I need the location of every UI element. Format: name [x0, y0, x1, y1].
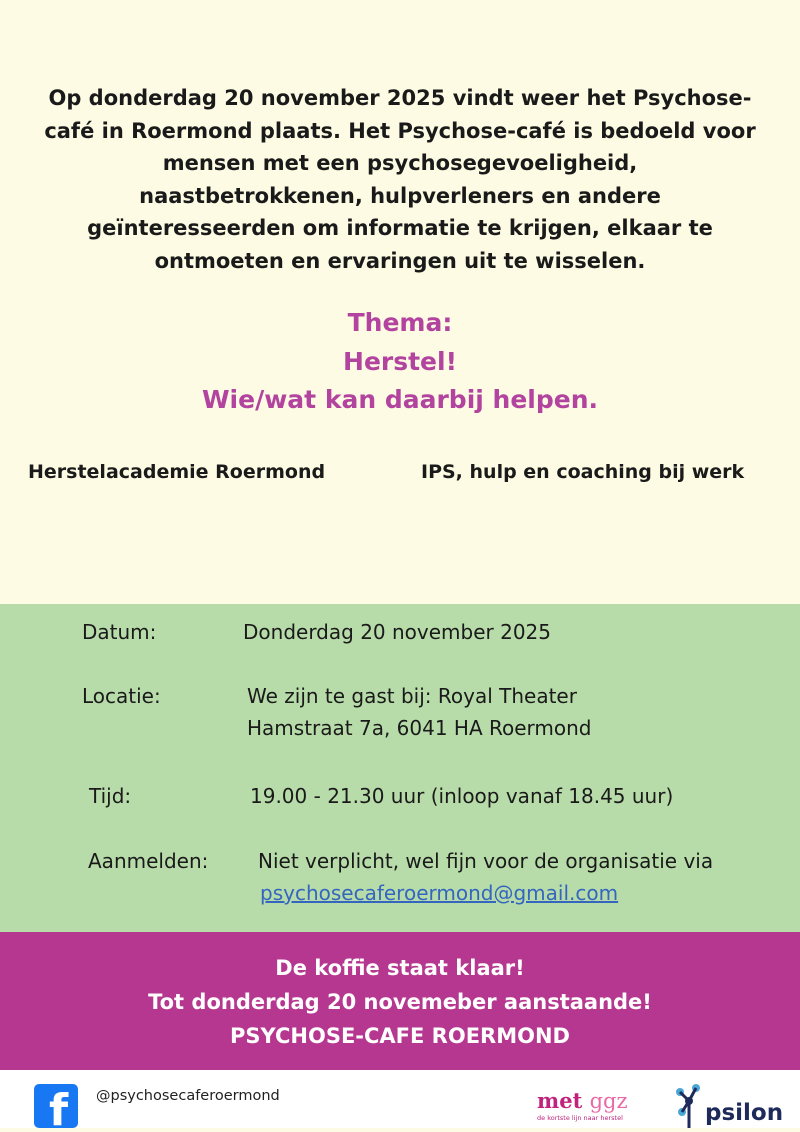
- theme-subtitle: Wie/wat kan daarbij helpen.: [201, 385, 599, 414]
- intro-line: Op donderdag 20 november 2025 vindt weer het Psychose-: [48, 86, 752, 110]
- tijd-value: 19.00 - 21.30 uur (inloop vanaf 18.45 uur): [250, 784, 674, 808]
- theme-title: Herstel!: [343, 346, 457, 376]
- intro-line: geïnteresseerden om informatie te krijgen, elkaar te: [87, 216, 713, 240]
- event-details-band: [0, 604, 800, 932]
- speaker-ips: IPS, hulp en coaching bij werk: [421, 461, 745, 483]
- closing-line3: PSYCHOSE-CAFE ROERMOND: [230, 1024, 570, 1048]
- footer-logos: [0, 1070, 800, 1128]
- closing-line2: Tot donderdag 20 novemeber aanstaande!: [148, 990, 652, 1014]
- facebook-icon[interactable]: f: [34, 1084, 78, 1128]
- tijd-label: Tijd:: [89, 784, 132, 808]
- theme-label: Thema:: [347, 308, 453, 337]
- intro-line: ontmoeten en ervaringen uit te wisselen.: [154, 248, 646, 273]
- ypsilon-logo: [672, 1082, 800, 1128]
- facebook-handle: @psychosecaferoermond: [96, 1088, 280, 1104]
- locatie-line1: We zijn te gast bij: Royal Theater: [247, 684, 577, 708]
- locatie-line2: Hamstraat 7a, 6041 HA Roermond: [247, 716, 592, 740]
- locatie-label: Locatie:: [82, 684, 161, 708]
- theme-block: [0, 304, 800, 420]
- email-link[interactable]: psychosecaferoermond@gmail.com: [260, 881, 619, 905]
- datum-value: Donderdag 20 november 2025: [243, 620, 552, 644]
- metggz-met: met: [537, 1088, 583, 1113]
- intro-line: mensen met een psychosegevoeligheid,: [162, 151, 638, 175]
- metggz-tagline: de kortste lijn naar herstel: [537, 1114, 623, 1122]
- intro-line: naastbetrokkenen, hulpverleners en andere: [139, 183, 661, 208]
- metggz-ggz: ggz: [589, 1089, 628, 1113]
- aanmelden-label: Aanmelden:: [88, 849, 209, 873]
- closing-line1: De koffie staat klaar!: [275, 956, 525, 980]
- metggz-logo: [537, 1088, 628, 1122]
- intro-paragraph: [40, 82, 760, 277]
- speaker-herstelacademie: Herstelacademie Roermond: [28, 461, 326, 483]
- datum-label: Datum:: [82, 620, 157, 644]
- intro-line: café in Roermond plaats. Het Psychose-café is bedoeld voor: [44, 118, 756, 143]
- ypsilon-word: psilon: [705, 1100, 784, 1126]
- closing-band: [0, 932, 800, 1070]
- aanmelden-value: Niet verplicht, wel fijn voor de organisatie via: [258, 849, 714, 873]
